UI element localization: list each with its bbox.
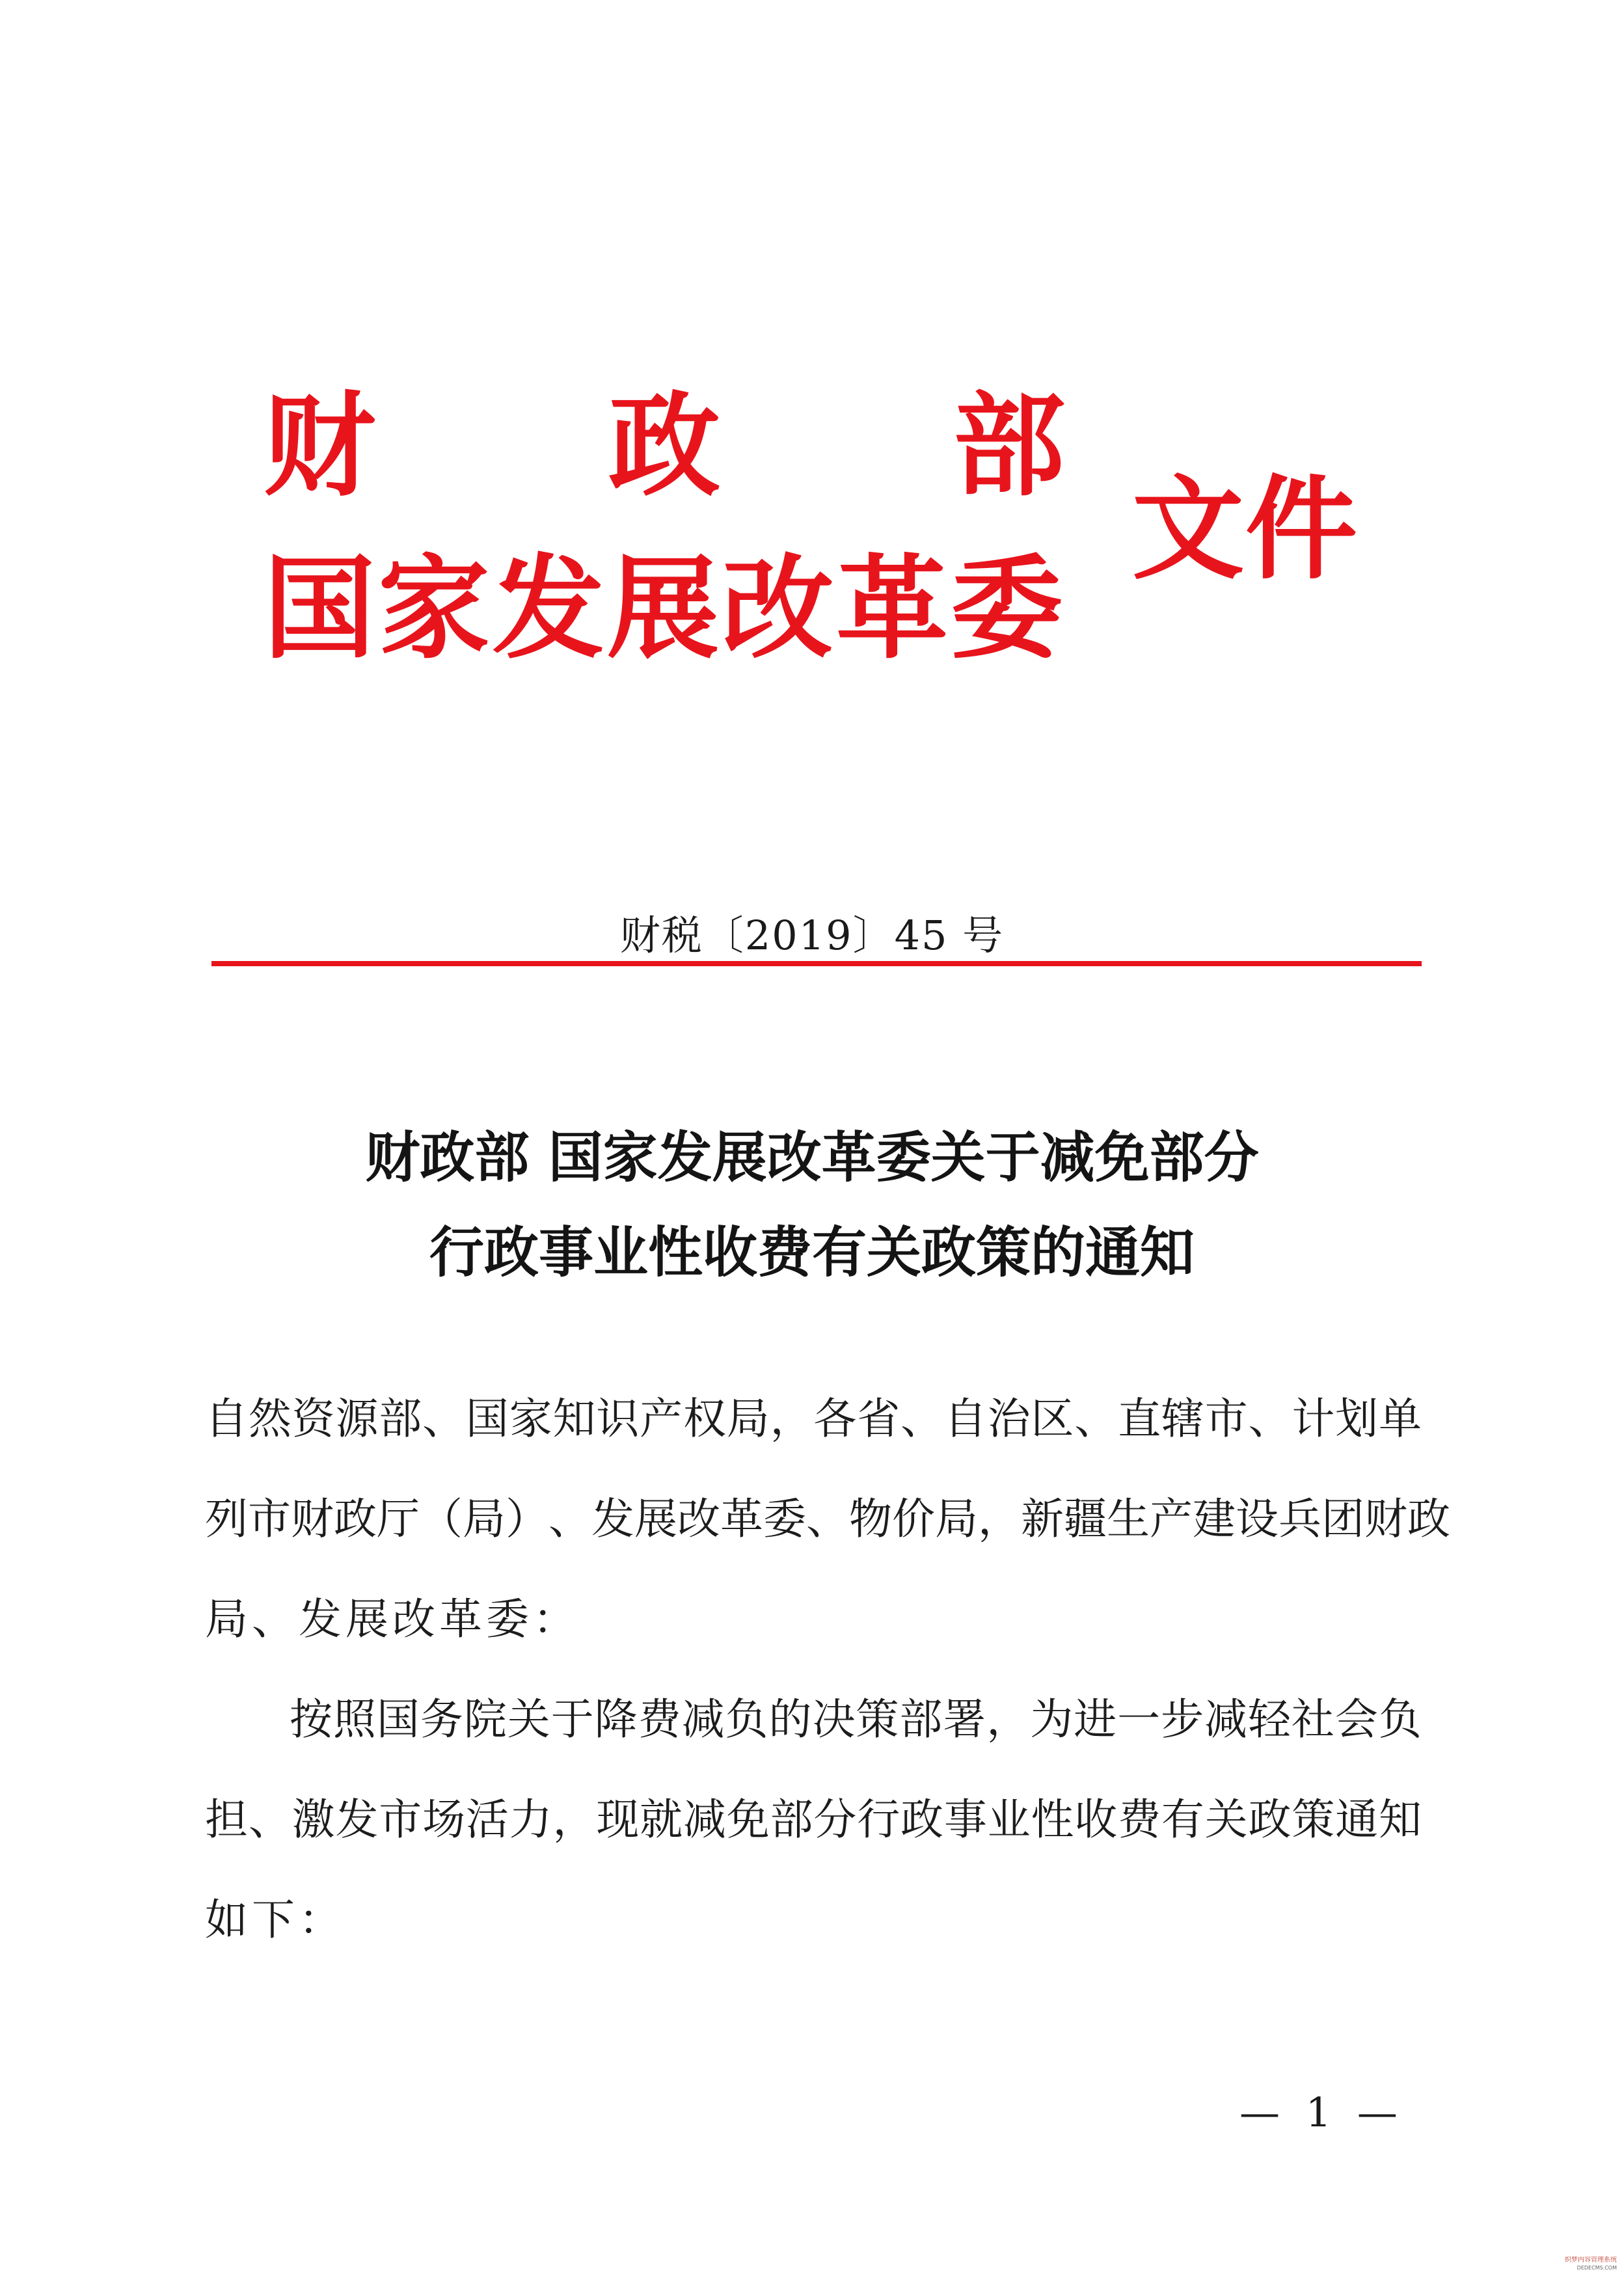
- issuer-suffix: 文件: [1132, 464, 1359, 595]
- red-separator-rule: [211, 961, 1422, 966]
- watermark-line-1: 织梦内容管理系统: [1565, 2256, 1617, 2264]
- title-line-2: 行政事业性收费有关政策的通知: [429, 1221, 1195, 1284]
- issuer-line-1: [264, 381, 1070, 514]
- issuer-char-3: 部: [953, 381, 1065, 511]
- recipients-line-3: 局、发展改革委：: [205, 1594, 580, 1644]
- issuer-line-2: 国家发展改革委: [264, 543, 1065, 674]
- issuer-char-1: 财: [264, 381, 375, 511]
- title-line-1: 财政部 国家发展改革委关于减免部分: [365, 1126, 1259, 1189]
- watermark: [1552, 2256, 1617, 2272]
- issuer-char-2: 政: [608, 381, 720, 511]
- body-line-1: 按 照 国 务 院 关 于 降 费 减 负 的 决 策 部 署 ， 为 进 一 步 减 轻 社 会 负: [290, 1694, 1422, 1744]
- recipients-line-2: 列 市 财 政 厅 （ 局 ） 、 发 展 改 革 委 、 物 价 局 ， 新 疆 生 产 建 设 兵 团 财 政: [205, 1494, 1450, 1544]
- page-number: — 1 —: [1239, 2089, 1404, 2136]
- watermark-line-2: DEDECMS.COM: [1577, 2265, 1617, 2271]
- document-number: 财税〔2019〕45 号: [619, 912, 1005, 959]
- body-line-2: 担 、 激 发 市 场 活 力 ， 现 就 减 免 部 分 行 政 事 业 性 收 费 有 关 政 策 通 知: [205, 1795, 1422, 1845]
- recipients-line-1: 自 然 资 源 部 、 国 家 知 识 产 权 局 ， 各 省 、 自 治 区 、 直 辖 市 、 计 划 单: [205, 1394, 1422, 1444]
- body-line-3: 如下：: [205, 1895, 345, 1945]
